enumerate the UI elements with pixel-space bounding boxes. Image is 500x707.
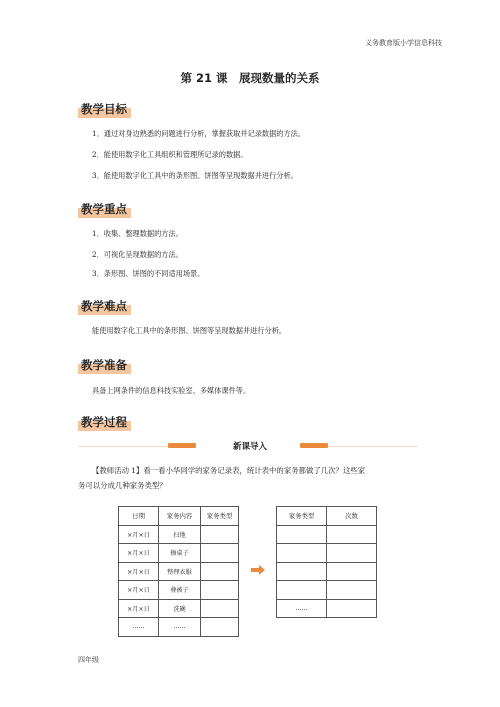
table-header-row (277, 507, 377, 526)
lesson-title: 第 21 课 展现数量的关系 (180, 71, 320, 85)
table-row (277, 581, 377, 600)
table-cell: 洗碗 (159, 599, 201, 618)
header-chore-type: 家务类型 (201, 507, 239, 526)
table-cell: ×月×日 (119, 525, 159, 544)
table-cell: ×月×日 (119, 544, 159, 563)
table-row (277, 544, 377, 563)
table-cell (327, 525, 377, 544)
table-cell (277, 544, 327, 563)
table-row (119, 618, 239, 637)
table-header-row (119, 507, 239, 526)
table-cell: 擦桌子 (159, 544, 201, 563)
table-cell (201, 525, 239, 544)
table-cell (327, 599, 377, 618)
table-cell: …… (159, 618, 201, 637)
table-row (119, 525, 239, 544)
section-heading-key-points: 教学重点 (78, 200, 131, 218)
table-cell: …… (119, 618, 159, 637)
table-cell (201, 562, 239, 581)
goal-item: 3．能使用数字化工具中的条形图、饼图等呈现数据并进行分析。 (92, 171, 298, 180)
table-cell: 扫地 (159, 525, 201, 544)
table-cell (277, 562, 327, 581)
table-cell (327, 562, 377, 581)
right-arrow-icon (251, 565, 265, 575)
goal-item: 2．能使用数字化工具组织和管理所记录的数据。 (92, 150, 248, 159)
table-cell (201, 581, 239, 600)
table-cell: ×月×日 (119, 581, 159, 600)
table-cell (201, 544, 239, 563)
table-cell: 整理衣服 (159, 562, 201, 581)
table-row (277, 599, 377, 618)
key-point-item: 1．收集、整理数据的方法。 (92, 229, 183, 238)
difficulties-text: 能使用数字化工具中的条形图、饼图等呈现数据并进行分析。 (92, 326, 287, 335)
table-cell (277, 525, 327, 544)
goal-item: 1．通过对身边熟悉的问题进行分析，掌握获取并记录数据的方法。 (92, 129, 306, 138)
table-row (119, 599, 239, 618)
table-cell: …… (277, 599, 327, 618)
table-row (277, 525, 377, 544)
table-row (119, 581, 239, 600)
section-heading-difficulties: 教学难点 (78, 297, 131, 315)
section-heading-process: 教学过程 (78, 413, 131, 431)
header-chore-content: 家务内容 (159, 507, 201, 526)
table-cell (201, 618, 239, 637)
table-row (119, 562, 239, 581)
chore-type-count-table (276, 506, 377, 618)
preparation-text: 具备上网条件的信息科技实验室、多媒体课件等。 (92, 386, 251, 395)
running-header: 义务教育版小学信息科技 (365, 39, 442, 47)
header-count: 次数 (327, 507, 377, 526)
chores-record-table (118, 506, 239, 637)
key-point-item: 2．可视化呈现数据的方法。 (92, 250, 183, 259)
table-cell: 叠被子 (159, 581, 201, 600)
table-cell (327, 544, 377, 563)
table-row (277, 562, 377, 581)
header-chore-type: 家务类型 (277, 507, 327, 526)
table-cell: ×月×日 (119, 599, 159, 618)
header-date: 日期 (119, 507, 159, 526)
key-point-item: 3．条形图、饼图的不同适用场景。 (92, 269, 205, 278)
table-cell: ×月×日 (119, 562, 159, 581)
table-cell (277, 581, 327, 600)
section-heading-goals: 教学目标 (78, 100, 131, 118)
page-footer-grade: 四年级 (78, 656, 99, 664)
table-row (119, 544, 239, 563)
table-cell (201, 599, 239, 618)
activity-paragraph-line-2: 务可以分成几种家务类型？ (78, 481, 167, 490)
table-cell (327, 581, 377, 600)
subsection-title: 新课导入 (232, 442, 267, 452)
section-heading-preparation: 教学准备 (78, 356, 131, 374)
activity-paragraph-line-1: 【教师活动 1】看一看小华同学的家务记录表，统计表中的家务都做了几次？这些家 (92, 466, 366, 475)
